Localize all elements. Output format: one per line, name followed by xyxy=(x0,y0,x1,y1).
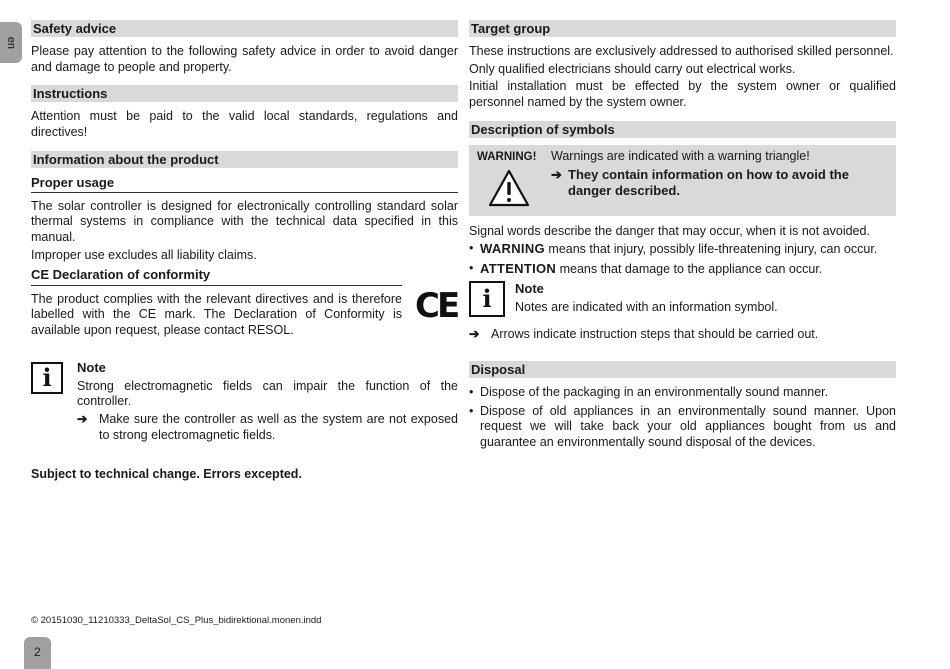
note-instruction-text: Make sure the controller as well as the system are not exposed to strong electromagnetic fields. xyxy=(99,411,458,442)
language-tab-label: en xyxy=(5,36,17,49)
arrow-explanation xyxy=(469,327,896,343)
warning-text: Warnings are indicated with a warning triangle! xyxy=(551,148,810,163)
note-instruction xyxy=(77,412,458,443)
safety-advice-heading: Safety advice xyxy=(31,20,458,37)
warning-bold-text: They contain information on how to avoid the danger described. xyxy=(568,167,849,199)
arrow-right-icon: ➔ xyxy=(77,411,88,426)
target-group-text-1: These instructions are exclusively addressed to authorised skilled personnel. xyxy=(469,44,894,58)
safety-advice-text: Please pay attention to the following safety advice in order to avoid danger and damage to people and property. xyxy=(31,44,458,74)
language-tab xyxy=(0,22,22,63)
subject-to-change-text: Subject to technical change. Errors excepted. xyxy=(31,467,302,482)
product-info-heading: Information about the product xyxy=(31,151,458,168)
page-number-tab xyxy=(24,637,51,669)
arrow-right-icon: ➔ xyxy=(551,167,562,183)
symbols-heading: Description of symbols xyxy=(469,121,896,138)
list-item: • ATTENTION means that damage to the appliance can occur. xyxy=(469,261,896,278)
note-title: Note xyxy=(515,281,544,297)
target-group-text-3: Initial installation must be effected by the system owner or qualified personnel named by the system owner. xyxy=(469,79,896,109)
proper-usage-heading: Proper usage xyxy=(31,175,458,193)
warning-label: WARNING! xyxy=(477,150,537,163)
target-group-heading: Target group xyxy=(469,20,896,37)
footer-filename: © 20151030_11210333_DeltaSol_CS_Plus_bidirektional.monen.indd xyxy=(31,615,322,626)
info-note xyxy=(469,281,896,317)
list-item: • WARNING means that injury, possibly life-threatening injury, can occur. xyxy=(469,241,896,258)
page-number: 2 xyxy=(34,645,41,659)
ce-declaration-text: The product complies with the relevant directives and is therefore labelled with the CE mark. The Declaration of Conformity is available upon request, please contact RESOL. xyxy=(31,291,402,337)
note-text: Notes are indicated with an information symbol. xyxy=(515,299,778,314)
note-text: Strong electromagnetic fields can impair the function of the controller. xyxy=(77,378,458,409)
warning-instruction xyxy=(551,167,890,200)
ce-mark-icon: CE xyxy=(415,286,458,327)
target-group-text-2: Only qualified electricians should carry out electrical works. xyxy=(469,61,796,76)
warning-triangle-icon xyxy=(488,169,530,207)
arrow-explanation-text: Arrows indicate instruction steps that should be carried out. xyxy=(491,327,819,342)
note-title: Note xyxy=(77,360,106,376)
info-icon: i xyxy=(469,281,505,317)
instructions-heading: Instructions xyxy=(31,85,458,102)
warning-content xyxy=(551,149,890,200)
warning-box xyxy=(469,145,896,216)
left-column xyxy=(31,20,458,485)
signal-words-list xyxy=(469,241,896,277)
list-item: • Dispose of the packaging in an environmentally sound manner. xyxy=(469,385,896,401)
right-column xyxy=(469,20,896,454)
instructions-text: Attention must be paid to the valid local standards, regulations and directives! xyxy=(31,109,458,139)
arrow-right-icon: ➔ xyxy=(469,327,480,342)
list-item: • Dispose of old appliances in an environmentally sound manner. Upon request we will take back your old appliances bought from us and guarantee an environmentally sound disposal of the devices. xyxy=(469,404,896,451)
emc-note xyxy=(31,360,458,443)
proper-usage-text: The solar controller is designed for electronically controlling standard solar thermal systems in compliance with the technical data specified in this manual. xyxy=(31,198,458,244)
liability-text: Improper use excludes all liability claims. xyxy=(31,247,257,262)
disposal-heading: Disposal xyxy=(469,361,896,378)
signal-words-text: Signal words describe the danger that may occur, when it is not avoided. xyxy=(469,223,870,238)
disposal-list xyxy=(469,385,896,451)
ce-declaration-heading: CE Declaration of conformity xyxy=(31,267,402,285)
info-icon: i xyxy=(31,362,63,394)
ce-declaration xyxy=(31,267,458,338)
